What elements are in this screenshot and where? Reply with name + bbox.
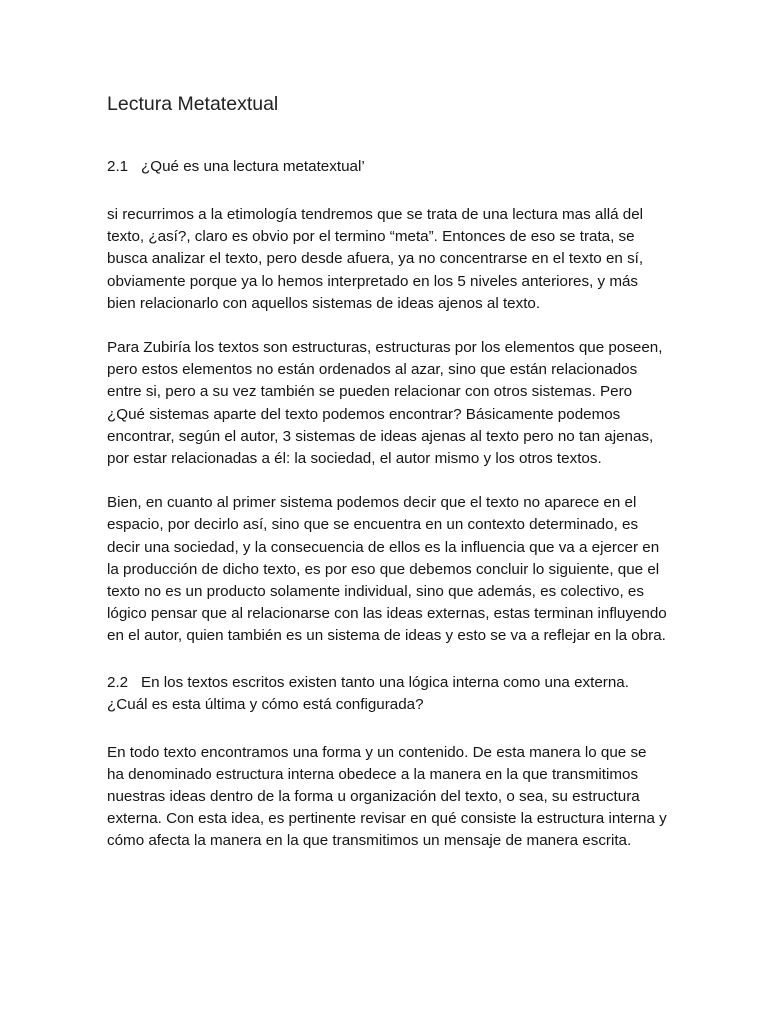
section-heading-text: En los textos escritos existen tanto una lógica interna como una externa. ¿Cuál es esta última y cómo está configurada? <box>107 673 629 713</box>
paragraph: si recurrimos a la etimología tendremos que se trata de una lectura mas allá del texto, ¿así?, claro es obvio por el termino “meta”. Entonces de eso se trata, se busca analizar el texto, pero desde afuera, ya no concentrarse en el texto en sí, obviamente porque ya lo hemos interpretado en los 5 niveles anteriores, y más bien relacionarlo con aquellos sistemas de ideas ajenos al texto. <box>107 206 644 312</box>
section-heading-2-1 <box>107 156 667 178</box>
section-heading-text: ¿Qué es una lectura metatextual’ <box>141 158 365 175</box>
section-number: 2.1 <box>107 158 129 175</box>
section-number: 2.2 <box>107 673 129 691</box>
document-page <box>107 90 667 875</box>
document-title: Lectura Metatextual <box>107 93 279 115</box>
paragraph: Para Zubiría los textos son estructuras, estructuras por los elementos que poseen, pero estos elementos no están ordenados al azar, sino que están relacionados entre si, pero a su vez también se pueden relacionar con otros sistemas. Pero ¿Qué sistemas aparte del texto podemos encontrar? Básicamente podemos encontrar, según el autor, 3 sistemas de ideas ajenas al texto pero no tan ajenas, por estar relacionadas a él: la sociedad, el autor mismo y los otros textos. <box>107 339 663 468</box>
section-heading-2-2 <box>107 672 667 716</box>
paragraph: En todo texto encontramos una forma y un contenido. De esta manera lo que se ha denominado estructura interna obedece a la manera en la que transmitimos nuestras ideas dentro de la forma u organización del texto, o sea, su estructura externa. Con esta idea, es pertinente revisar en qué consiste la estructura interna y cómo afecta la manera en la que transmitimos un mensaje de manera escrita. <box>107 743 667 850</box>
paragraph: Bien, en cuanto al primer sistema podemos decir que el texto no aparece en el espacio, por decirlo así, sino que se encuentra en un contexto determinado, es decir una sociedad, y la consecuencia de ellos es la influencia que va a ejercer en la producción de dicho texto, es por eso que debemos concluir lo siguiente, que el texto no es un producto solamente individual, sino que además, es colectivo, es lógico pensar que al relacionarse con las ideas externas, estas terminan influyendo en el autor, quien también es un sistema de ideas y esto se va a reflejar en la obra. <box>107 494 667 645</box>
